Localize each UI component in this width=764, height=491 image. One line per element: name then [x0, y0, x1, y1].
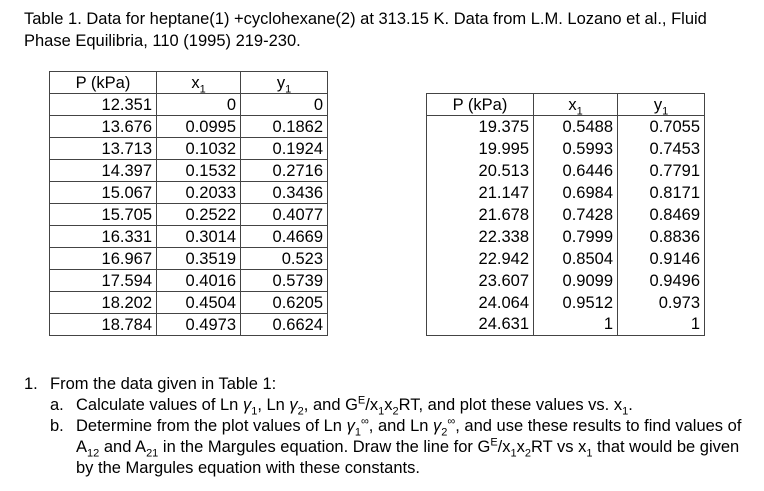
- cell-pressure: 21.147: [427, 182, 534, 204]
- cell-y1: 0.7055: [618, 116, 705, 138]
- table-row: [427, 204, 705, 226]
- cell-x1: 0.7999: [534, 226, 618, 248]
- cell-x1: 0.3014: [157, 226, 241, 248]
- header-y1: $y_1$: [241, 72, 328, 94]
- table-row: [50, 204, 328, 226]
- table-row: [427, 160, 705, 182]
- cell-pressure: 16.331: [50, 226, 157, 248]
- cell-y1: 0: [241, 94, 328, 116]
- data-table-right: [426, 93, 705, 336]
- cell-x1: 0.4504: [157, 292, 241, 314]
- cell-pressure: 18.202: [50, 292, 157, 314]
- cell-pressure: 24.064: [427, 292, 534, 314]
- cell-y1: 0.973: [618, 292, 705, 314]
- table-row: [50, 226, 328, 248]
- table-row: [50, 182, 328, 204]
- table-row: [427, 270, 705, 292]
- table-row: [50, 116, 328, 138]
- cell-y1: 0.8836: [618, 226, 705, 248]
- cell-pressure: 20.513: [427, 160, 534, 182]
- cell-y1: 0.7453: [618, 138, 705, 160]
- cell-y1: 0.6624: [241, 314, 328, 336]
- table-row: [50, 94, 328, 116]
- cell-pressure: 19.375: [427, 116, 534, 138]
- cell-y1: 0.4669: [241, 226, 328, 248]
- cell-pressure: 22.942: [427, 248, 534, 270]
- cell-y1: 0.523: [241, 248, 328, 270]
- cell-x1: 0.0995: [157, 116, 241, 138]
- table-caption: Table 1. Data for heptane(1) +cyclohexane(2) at 313.15 K. Data from L.M. Lozano et al., Fluid Phase Equilibria, 110 (1995) 219-230.: [24, 10, 707, 50]
- table-row: [427, 116, 705, 138]
- cell-x1: 0.2522: [157, 204, 241, 226]
- cell-y1: 0.9496: [618, 270, 705, 292]
- table-row: [50, 248, 328, 270]
- cell-y1: 0.1924: [241, 138, 328, 160]
- cell-pressure: 14.397: [50, 160, 157, 182]
- cell-x1: 0.9099: [534, 270, 618, 292]
- header-pressure: P (kPa): [50, 72, 157, 94]
- question-number: 1.: [24, 375, 38, 393]
- table-row: [50, 292, 328, 314]
- cell-x1: 0.4973: [157, 314, 241, 336]
- cell-x1: 0.9512: [534, 292, 618, 314]
- cell-pressure: 13.676: [50, 116, 157, 138]
- cell-x1: 0.6446: [534, 160, 618, 182]
- cell-x1: 0.1032: [157, 138, 241, 160]
- cell-pressure: 17.594: [50, 270, 157, 292]
- cell-y1: 0.8171: [618, 182, 705, 204]
- cell-pressure: 13.713: [50, 138, 157, 160]
- table-row: [50, 270, 328, 292]
- header-x1: $x_1$: [534, 94, 618, 116]
- cell-x1: 0.6984: [534, 182, 618, 204]
- table-row: [50, 314, 328, 336]
- question-intro: From the data given in Table 1:: [50, 375, 277, 393]
- table-row: [50, 138, 328, 160]
- cell-y1: 0.3436: [241, 182, 328, 204]
- table-row: [427, 292, 705, 314]
- table-row: [427, 182, 705, 204]
- header-y1: $y_1$: [618, 94, 705, 116]
- question-block: [24, 374, 754, 479]
- cell-y1: 0.9146: [618, 248, 705, 270]
- cell-x1: 0.5993: [534, 138, 618, 160]
- cell-x1: 0.3519: [157, 248, 241, 270]
- cell-x1: 0.2033: [157, 182, 241, 204]
- cell-x1: 0.7428: [534, 204, 618, 226]
- cell-y1: 0.7791: [618, 160, 705, 182]
- part-b-text: Determine from the plot values of Ln $\gamma_1^\infty$, and Ln $\gamma_2^\infty$, and use these results to find values of $A_{12}$ and $A_{21}$ in the Margules equation. Draw the line for $G^E/x_1x_2RT$ vs $x_1$ that would be given by the Margules equation with these constants.: [76, 415, 742, 477]
- cell-y1: 1: [618, 314, 705, 336]
- cell-x1: 0.1532: [157, 160, 241, 182]
- cell-pressure: 22.338: [427, 226, 534, 248]
- table-row: [427, 314, 705, 336]
- cell-x1: 0.8504: [534, 248, 618, 270]
- header-x1: $x_1$: [157, 72, 241, 94]
- cell-pressure: 24.631: [427, 314, 534, 336]
- cell-y1: 0.4077: [241, 204, 328, 226]
- cell-x1: 0.5488: [534, 116, 618, 138]
- part-a-letter: a.: [50, 396, 64, 414]
- cell-pressure: 16.967: [50, 248, 157, 270]
- table-row: [427, 138, 705, 160]
- table-row: [50, 160, 328, 182]
- cell-y1: 0.5739: [241, 270, 328, 292]
- header-pressure: P (kPa): [427, 94, 534, 116]
- cell-y1: 0.2716: [241, 160, 328, 182]
- cell-pressure: 15.067: [50, 182, 157, 204]
- part-b-letter: b.: [50, 417, 64, 435]
- cell-pressure: 18.784: [50, 314, 157, 336]
- data-table-left: [49, 71, 328, 336]
- table-row: [427, 226, 705, 248]
- cell-x1: 0: [157, 94, 241, 116]
- cell-pressure: 15.705: [50, 204, 157, 226]
- table-row: [427, 248, 705, 270]
- cell-pressure: 23.607: [427, 270, 534, 292]
- cell-x1: 1: [534, 314, 618, 336]
- cell-x1: 0.4016: [157, 270, 241, 292]
- cell-pressure: 21.678: [427, 204, 534, 226]
- cell-y1: 0.8469: [618, 204, 705, 226]
- cell-y1: 0.1862: [241, 116, 328, 138]
- cell-pressure: 12.351: [50, 94, 157, 116]
- cell-pressure: 19.995: [427, 138, 534, 160]
- part-a-text: Calculate values of Ln $\gamma_1$, Ln $\gamma_2$, and $G^E/x_1x_2RT$, and plot these values vs. $x_1$.: [76, 394, 633, 418]
- cell-y1: 0.6205: [241, 292, 328, 314]
